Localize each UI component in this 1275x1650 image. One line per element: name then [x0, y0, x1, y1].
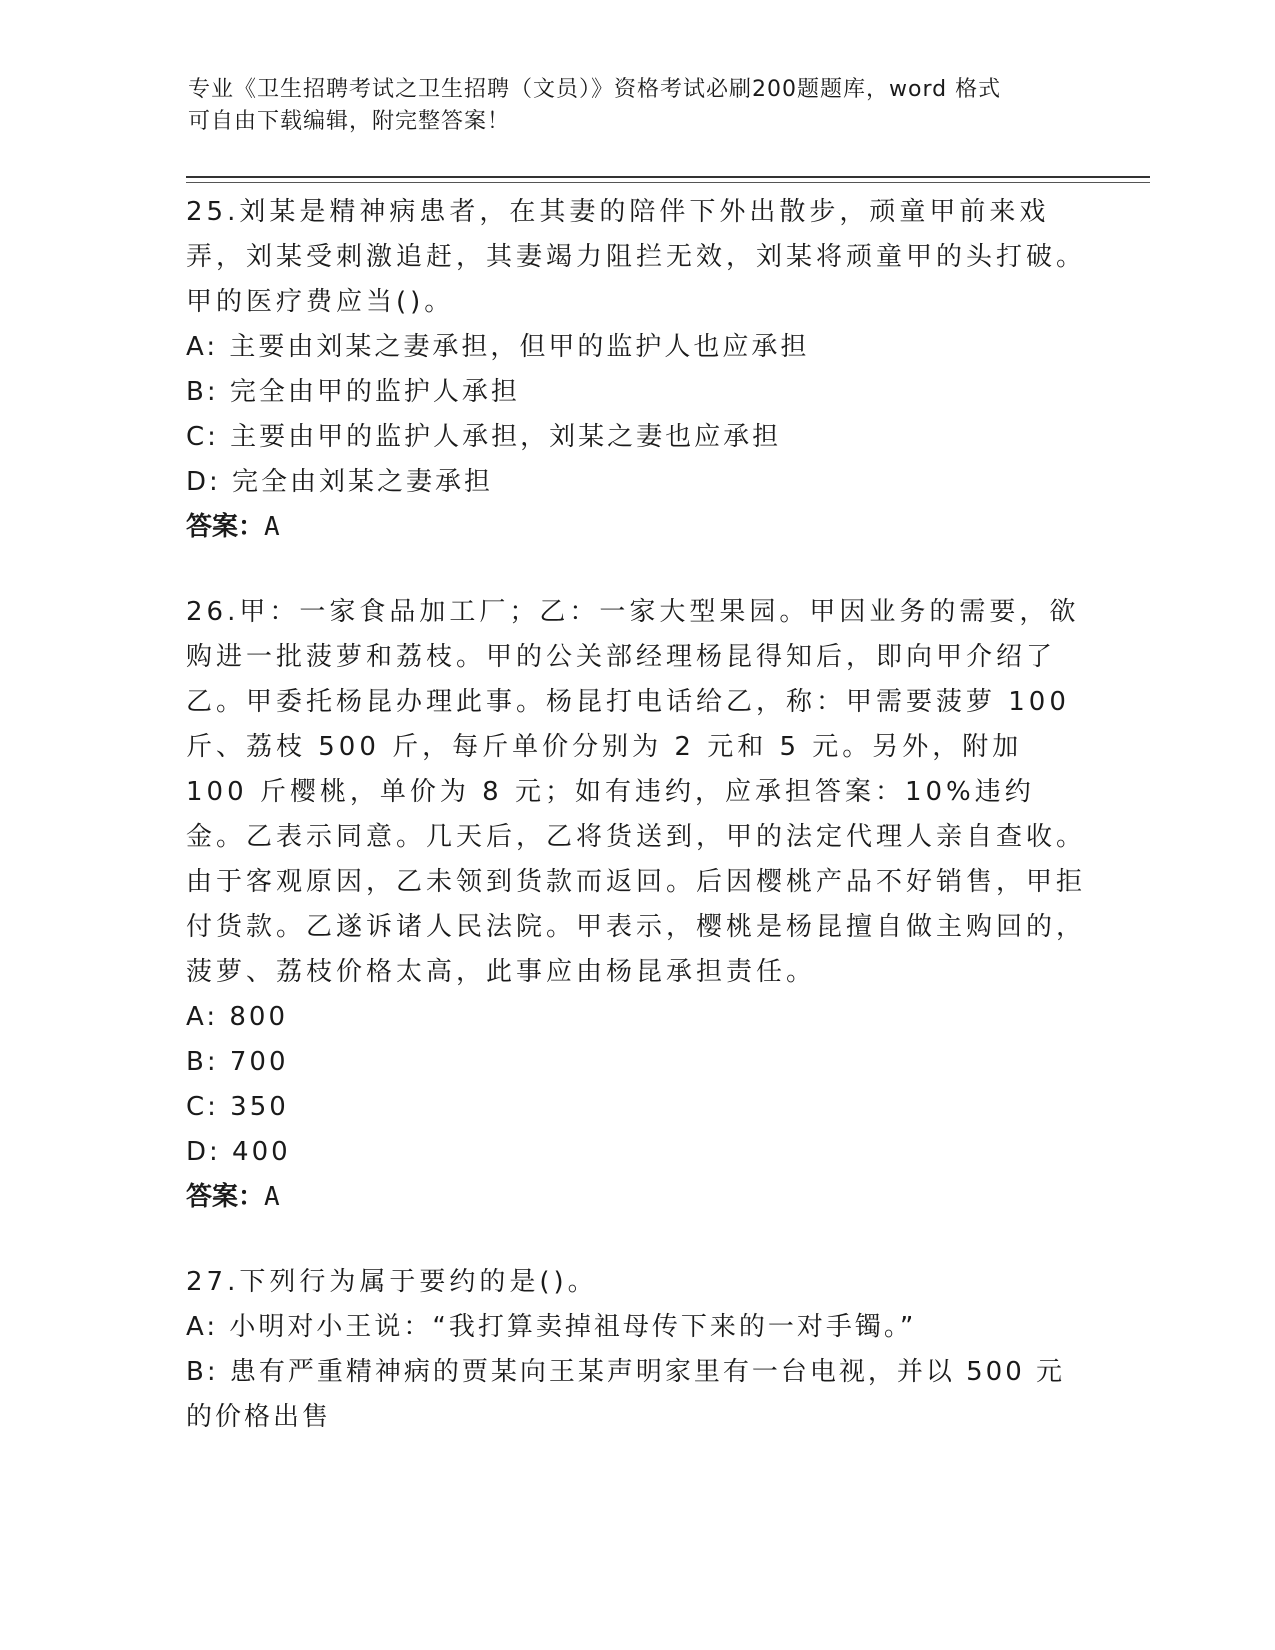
- question-25: [186, 190, 1086, 550]
- question-list: [186, 190, 1086, 1480]
- option-b: B: 700: [186, 1047, 289, 1077]
- option-b: B: 患有严重精神病的贾某向王某声明家里有一台电视，并以 500 元的价格出售: [186, 1357, 1066, 1432]
- option-a: A: 主要由刘某之妻承担，但甲的监护人也应承担: [186, 332, 810, 362]
- option-b: B: 完全由甲的监护人承担: [186, 377, 520, 407]
- option-c: C: 350: [186, 1092, 289, 1122]
- answer-label: 答案：: [186, 512, 265, 542]
- option-d: D: 完全由刘某之妻承担: [186, 467, 494, 497]
- question-27: [186, 1260, 1086, 1440]
- option-d: D: 400: [186, 1137, 291, 1167]
- option-a: A: 800: [186, 1002, 288, 1032]
- answer-line: [186, 1175, 1086, 1220]
- answer-label: 答案：: [186, 1182, 265, 1212]
- answer-line: [186, 505, 1086, 550]
- header-line-2: 可自由下载编辑，附完整答案！: [188, 109, 511, 134]
- answer-value: A: [264, 1182, 280, 1212]
- option-c: C: 主要由甲的监护人承担，刘某之妻也应承担: [186, 422, 782, 452]
- question-26: [186, 590, 1086, 1220]
- question-stem: 27.下列行为属于要约的是()。: [186, 1267, 598, 1297]
- question-stem: 26.甲：一家食品加工厂；乙：一家大型果园。甲因业务的需要，欲购进一批菠萝和荔枝。甲的公关部经理杨昆得知后，即向甲介绍了乙。甲委托杨昆办理此事。杨昆打电话给乙，称：甲需要菠萝 100 斤、荔枝 500 斤，每斤单价分别为 2 元和 5 元。另外，附加 100 斤樱桃，单价为 8 元；如有违约，应承担答案：10%违约金。乙表示同意。几天后，乙将货送到，甲的法定代理人亲自查收。由于客观原因，乙未领到货款而返回。后因樱桃产品不好销售，甲拒付货款。乙遂诉诸人民法院。甲表示，樱桃是杨昆擅自做主购回的，菠萝、荔枝价格太高，此事应由杨昆承担责任。: [186, 597, 1087, 987]
- header-line-1: 专业《卫生招聘考试之卫生招聘（文员）》资格考试必刷200题题库，word 格式: [188, 77, 1002, 102]
- option-a: A: 小明对小王说：“我打算卖掉祖母传下来的一对手镯。”: [186, 1312, 917, 1342]
- header-divider: [186, 176, 1150, 178]
- answer-value: A: [264, 512, 280, 542]
- header-divider-thin: [186, 182, 1150, 183]
- question-stem: 25.刘某是精神病患者，在其妻的陪伴下外出散步，顽童甲前来戏弄，刘某受刺激追赶，其妻竭力阻拦无效，刘某将顽童甲的头打破。甲的医疗费应当()。: [186, 197, 1087, 317]
- page-header: [188, 74, 1068, 138]
